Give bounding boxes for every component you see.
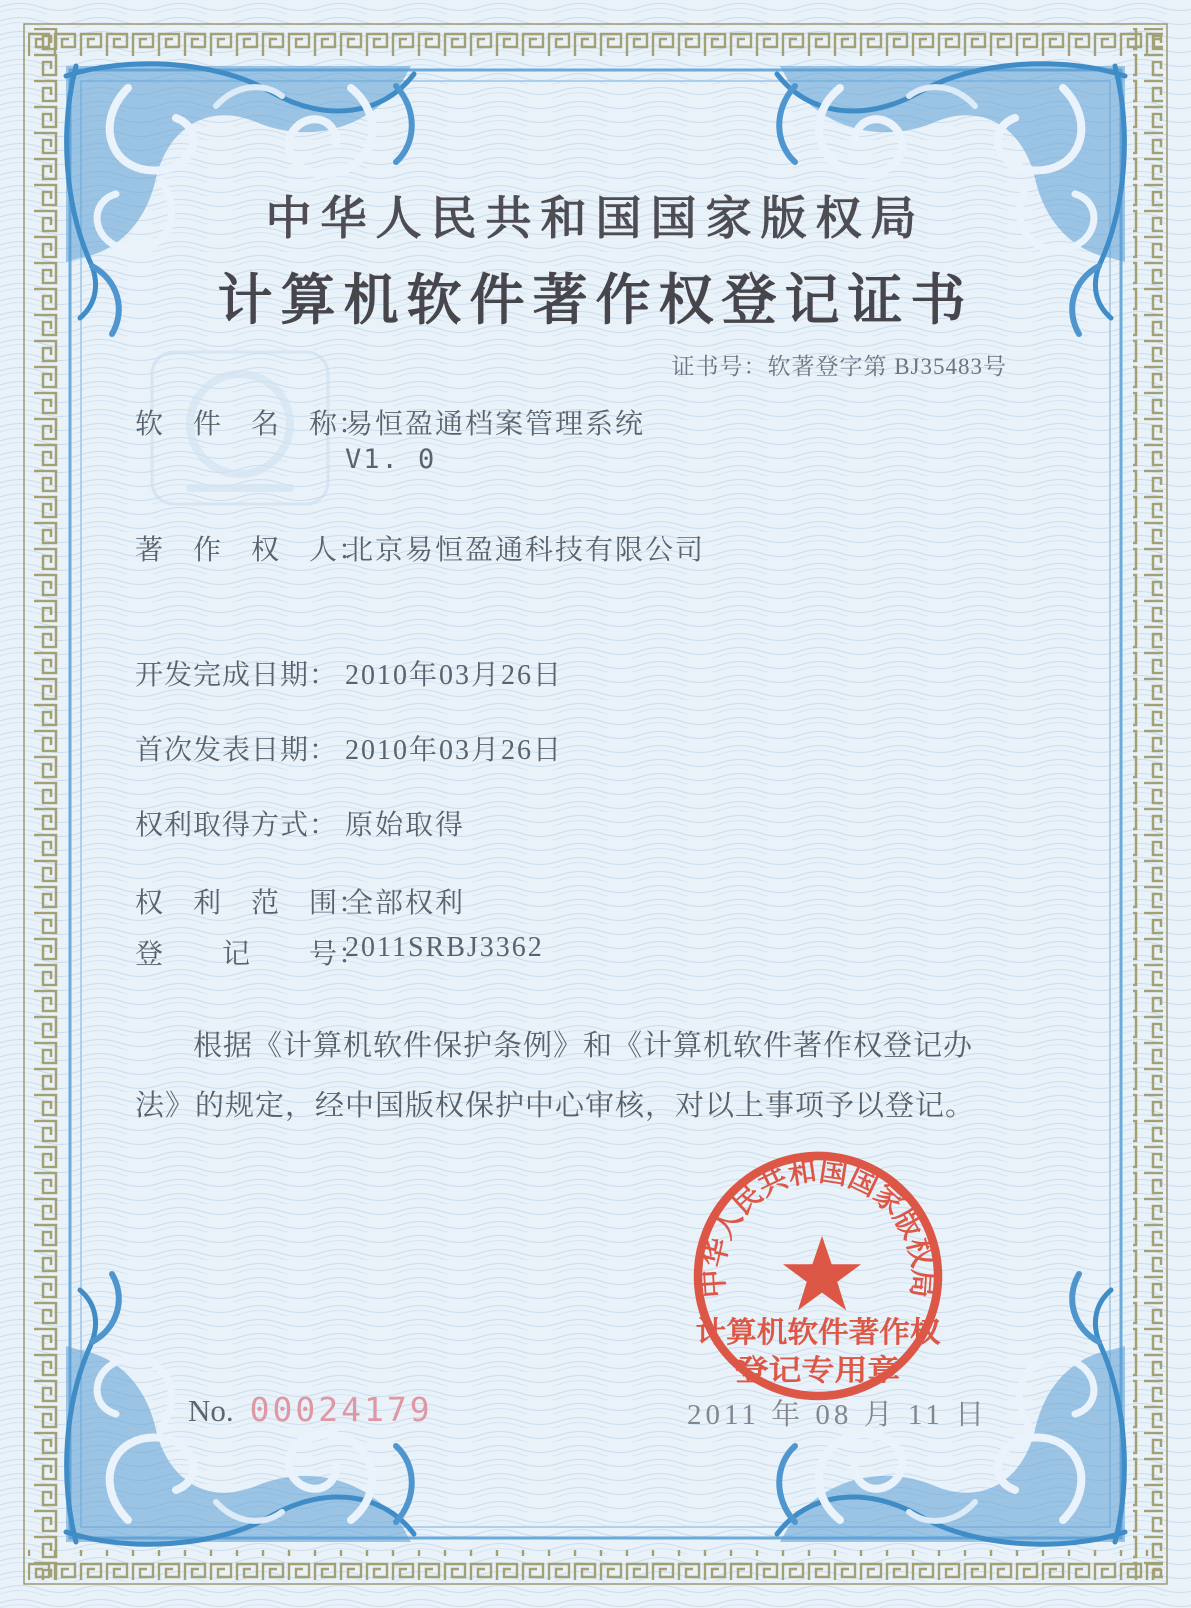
field-value-first-publication-date: 2010年03月26日: [345, 735, 564, 766]
field-value-software-name: 易恒盈通档案管理系统: [345, 409, 646, 440]
seal-text-line1: 计算机软件著作权: [695, 1317, 928, 1349]
field-label-rights-scope: 权 利 范 围：: [135, 888, 368, 919]
certificate-number: 证书号：软著登字第 BJ35483号: [671, 354, 1007, 379]
serial-number: 00024179: [249, 1390, 433, 1429]
field-rights-scope: [135, 881, 1055, 921]
certificate-title: 计算机软件著作权登记证书: [217, 270, 974, 331]
serial-number-line: [188, 1390, 433, 1429]
field-value-rights-acquisition: 原始取得: [345, 810, 466, 841]
issue-date: 2011 年 08 月 11 日: [687, 1399, 989, 1431]
field-value-rights-scope: 全部权利: [345, 888, 466, 919]
seal-ring-text: 中华人民共和国国家版权局: [696, 1154, 940, 1301]
field-label-first-publication-date: 首次发表日期：: [135, 735, 339, 766]
field-value-copyright-owner: 北京易恒盈通科技有限公司: [345, 535, 706, 566]
field-label-software-name: 软 件 名 称：: [135, 409, 368, 440]
field-first-publication-date: [135, 728, 1055, 768]
field-label-registration-number: 登 记 号：: [135, 939, 368, 970]
field-label-rights-acquisition: 权利取得方式：: [135, 810, 339, 841]
field-completion-date: [135, 653, 1055, 693]
issuing-authority: 中华人民共和国国家版权局: [265, 193, 926, 244]
field-software-name: [135, 402, 1055, 475]
field-label-completion-date: 开发完成日期：: [135, 660, 339, 691]
field-copyright-owner: [135, 528, 1055, 568]
serial-prefix: No.: [188, 1393, 234, 1428]
field-value-completion-date: 2010年03月26日: [345, 660, 564, 691]
registration-statement: 根据《计算机软件保护条例》和《计算机软件著作权登记办法》的规定，经中国版权保护中心审核，对以上事项予以登记。: [135, 1030, 976, 1122]
field-value-software-version: V1. 0: [345, 444, 437, 475]
field-rights-acquisition: [135, 803, 1055, 843]
field-label-copyright-owner: 著 作 权 人：: [135, 535, 368, 566]
seal-text-line2: 登记专用章: [735, 1355, 881, 1387]
field-registration-number: [135, 932, 1055, 972]
field-value-registration-number: 2011SRBJ3362: [345, 932, 544, 963]
